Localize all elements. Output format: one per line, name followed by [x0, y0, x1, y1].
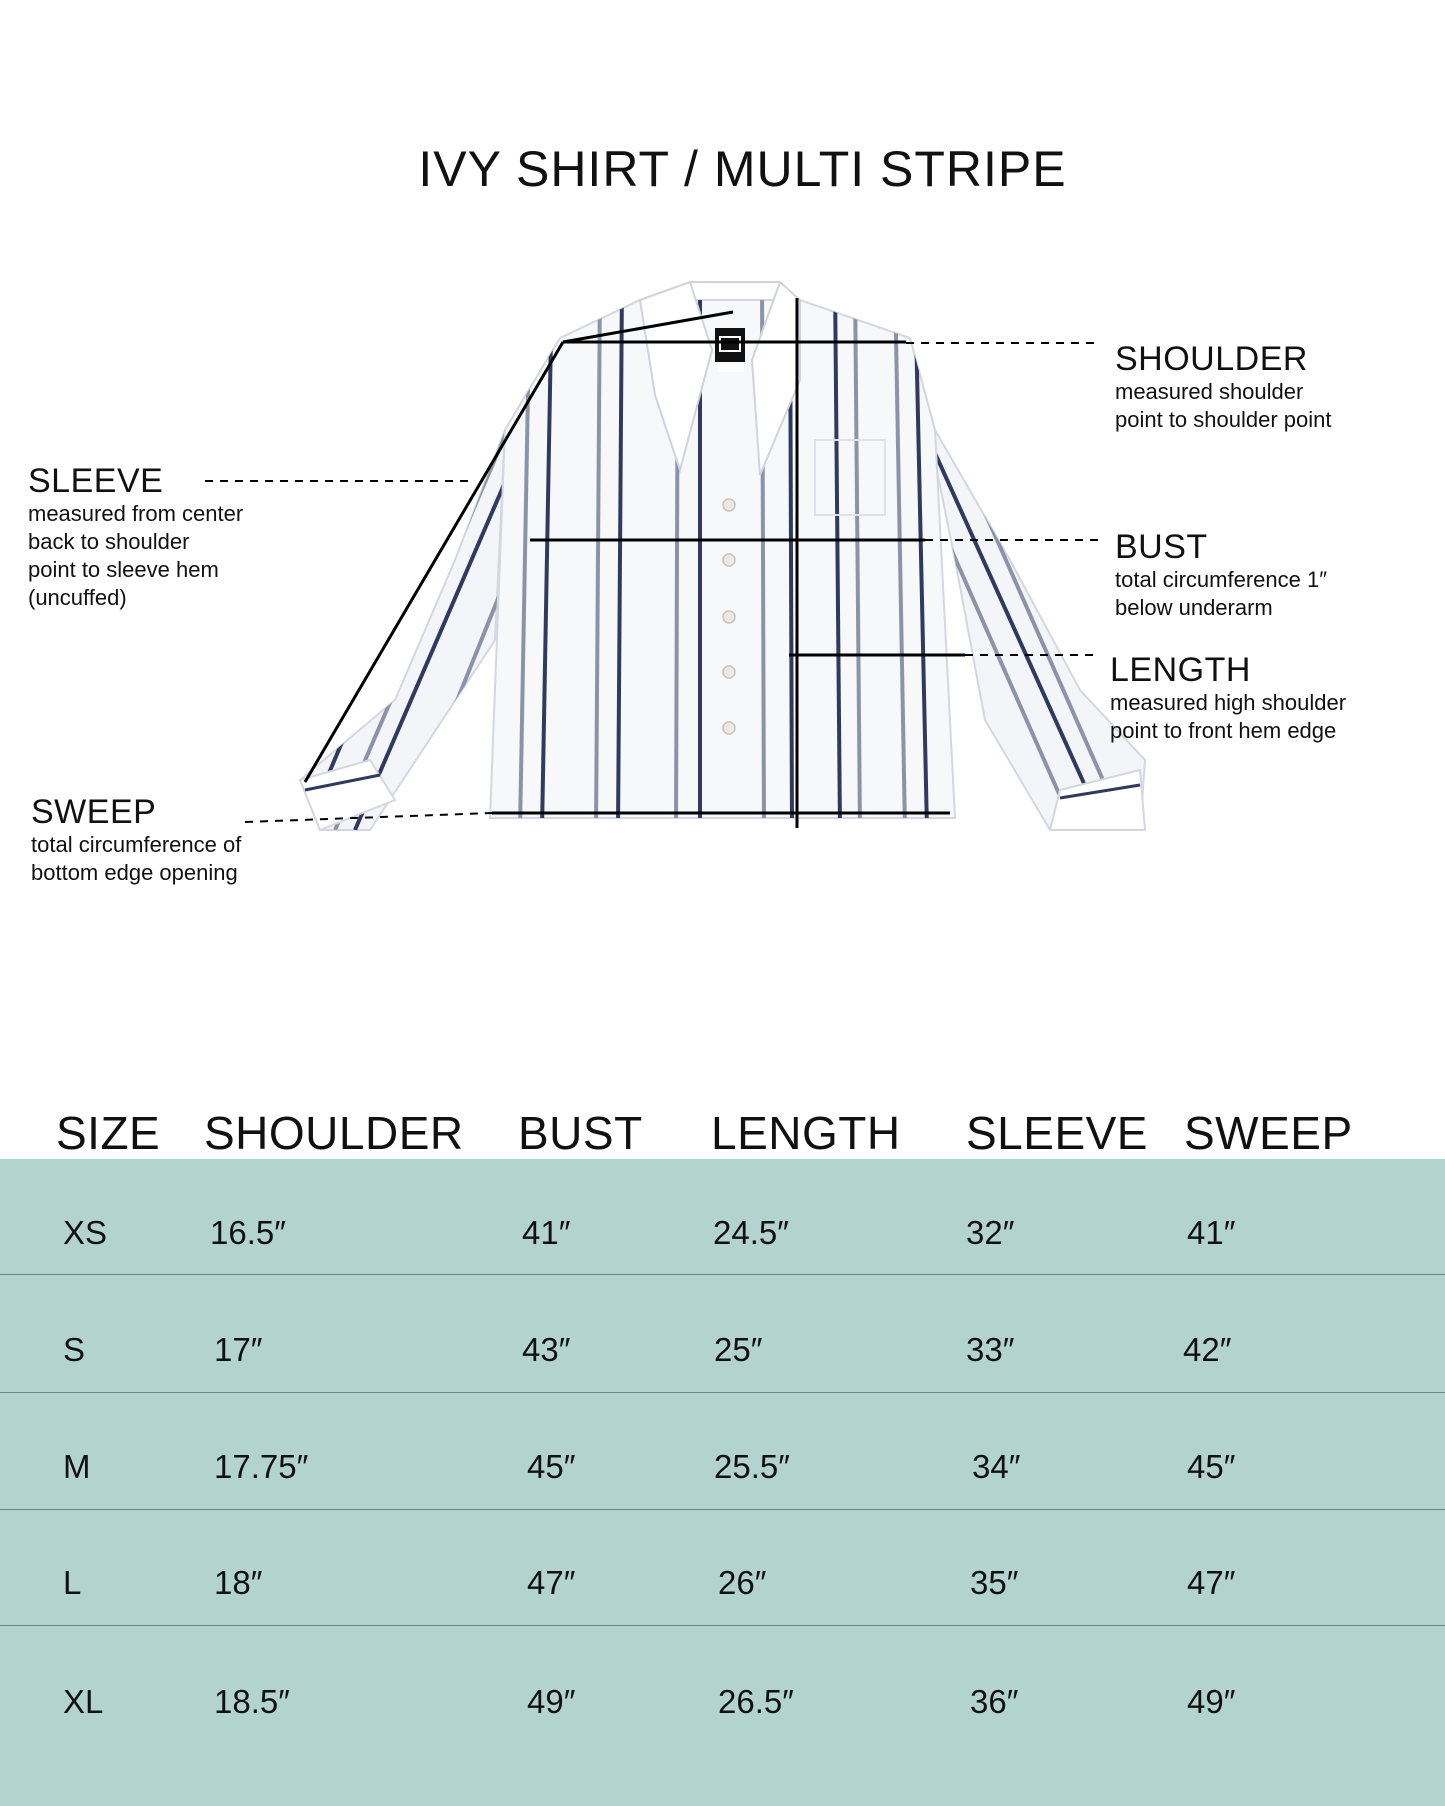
cell-shoulder: 18″	[214, 1564, 263, 1601]
shirt-body	[490, 280, 955, 830]
cell-shoulder: 18.5″	[214, 1683, 290, 1720]
cell-size: M	[63, 1448, 91, 1485]
cell-sleeve: 32″	[966, 1214, 1015, 1251]
table-row-xl	[0, 1626, 1445, 1806]
column-header-size: SIZE	[56, 1107, 161, 1159]
cell-size: XS	[63, 1214, 108, 1251]
cell-sleeve: 35″	[970, 1564, 1019, 1601]
cell-sweep: 45″	[1187, 1448, 1236, 1485]
sleeve-label	[28, 462, 243, 612]
table-row-xs	[0, 1159, 1445, 1275]
bust-label-title: BUST	[1115, 528, 1208, 566]
shoulder-label	[1115, 340, 1332, 434]
brand-label-icon	[715, 328, 745, 372]
sleeve-label-title: SLEEVE	[28, 462, 164, 500]
sweep-label	[31, 793, 241, 887]
cell-sweep: 49″	[1187, 1683, 1236, 1720]
cell-shoulder: 17″	[214, 1331, 263, 1368]
sweep-label-title: SWEEP	[31, 793, 157, 831]
cell-sweep: 42″	[1183, 1331, 1232, 1368]
table-row-m	[0, 1393, 1445, 1510]
cell-length: 26.5″	[718, 1683, 794, 1720]
cell-length: 26″	[718, 1564, 767, 1601]
table-row-s	[0, 1275, 1445, 1393]
page-title: IVY SHIRT / MULTI STRIPE	[418, 141, 1067, 197]
sweep-label-desc: total circumference of bottom edge opening	[31, 832, 242, 885]
length-label-desc: measured high shoulder point to front hem edge	[1110, 690, 1347, 743]
cell-sleeve: 36″	[970, 1683, 1019, 1720]
column-header-shoulder: SHOULDER	[204, 1107, 464, 1159]
column-header-sleeve: SLEEVE	[966, 1107, 1148, 1159]
cell-bust: 41″	[522, 1214, 571, 1251]
cell-bust: 47″	[527, 1564, 576, 1601]
column-header-sweep: SWEEP	[1184, 1107, 1353, 1159]
shirt-measurement-diagram	[0, 0, 1445, 900]
cell-sweep: 41″	[1187, 1214, 1236, 1251]
cell-length: 24.5″	[713, 1214, 789, 1251]
bust-label	[1115, 528, 1327, 622]
cell-sleeve: 34″	[972, 1448, 1021, 1485]
cell-sleeve: 33″	[966, 1331, 1015, 1368]
cell-size: S	[63, 1331, 86, 1368]
cell-bust: 43″	[522, 1331, 571, 1368]
shoulder-label-title: SHOULDER	[1115, 340, 1308, 378]
column-header-length: LENGTH	[711, 1107, 901, 1159]
cell-size: L	[63, 1564, 82, 1601]
cell-shoulder: 16.5″	[210, 1214, 286, 1251]
length-label	[1110, 651, 1346, 745]
cell-shoulder: 17.75″	[214, 1448, 309, 1485]
size-table	[0, 1159, 1445, 1806]
shoulder-label-desc: measured shoulder point to shoulder point	[1115, 379, 1332, 432]
cell-bust: 49″	[527, 1683, 576, 1720]
sleeve-label-desc: measured from center back to shoulder point to sleeve hem (uncuffed)	[28, 501, 244, 610]
bust-label-desc: total circumference 1″ below underarm	[1115, 567, 1327, 620]
cell-length: 25.5″	[714, 1448, 790, 1485]
cell-sweep: 47″	[1187, 1564, 1236, 1601]
length-label-title: LENGTH	[1110, 651, 1251, 689]
cell-length: 25″	[714, 1331, 763, 1368]
table-row-l	[0, 1510, 1445, 1626]
cell-size: XL	[63, 1683, 104, 1720]
size-table-header	[0, 1105, 1445, 1161]
cell-bust: 45″	[527, 1448, 576, 1485]
column-header-bust: BUST	[518, 1107, 643, 1159]
